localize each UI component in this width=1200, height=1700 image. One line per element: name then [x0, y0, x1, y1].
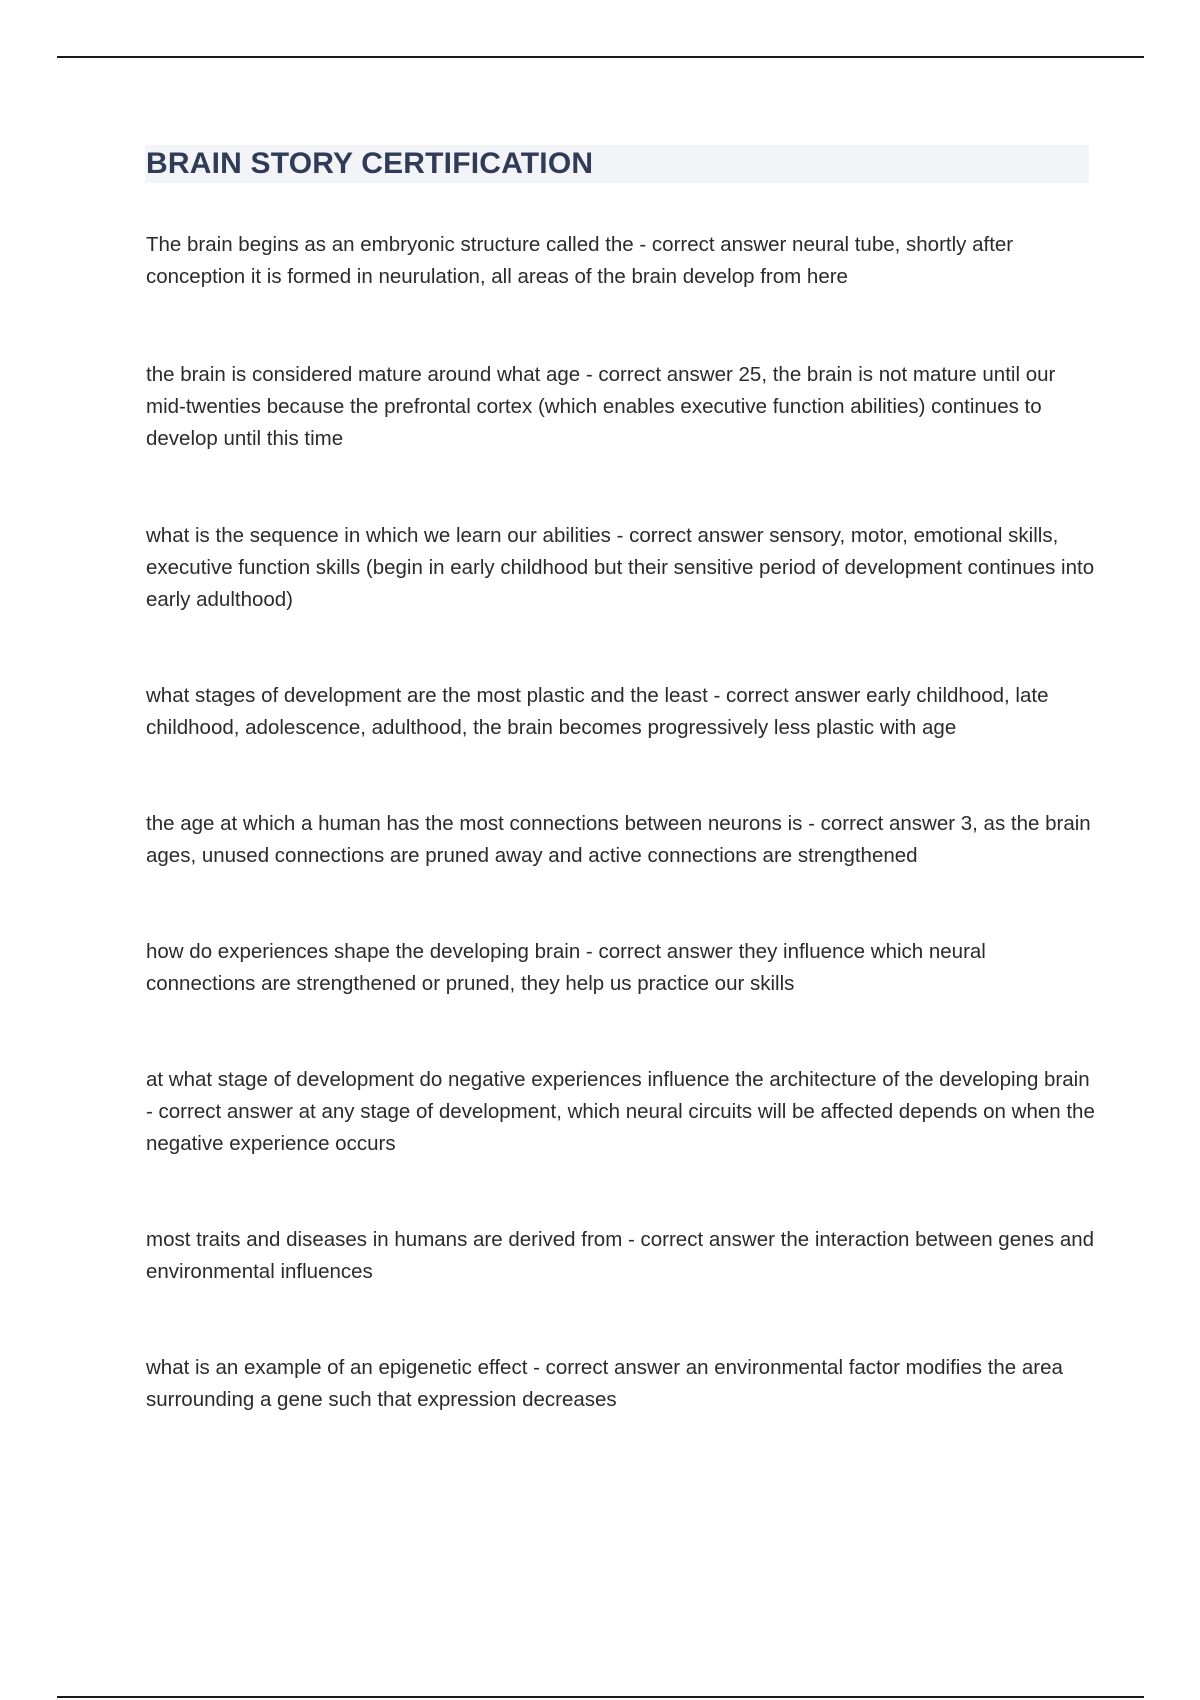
qa-item — [146, 520, 1096, 616]
qa-item — [146, 1352, 1096, 1416]
qa-text: what is an example of an epigenetic effect - correct answer an environmental factor modifies the area surrounding a gene such that expression decreases — [146, 1356, 1063, 1411]
qa-item — [146, 1064, 1096, 1160]
qa-text: what stages of development are the most plastic and the least - correct answer early childhood, late childhood, adolescence, adulthood, the brain becomes progressively less plastic with age — [146, 684, 1049, 739]
qa-item — [146, 359, 1096, 455]
qa-item — [146, 808, 1096, 872]
qa-text: what is the sequence in which we learn our abilities - correct answer sensory, motor, emotional skills, executive function skills (begin in early childhood but their sensitive period of development continues into early adulthood) — [146, 524, 1095, 611]
qa-item — [146, 936, 1096, 1000]
qa-item — [146, 680, 1096, 744]
top-rule — [57, 56, 1144, 58]
document-title: BRAIN STORY CERTIFICATION — [146, 147, 594, 180]
qa-item — [146, 229, 1096, 293]
qa-list — [146, 229, 1096, 1416]
qa-text: most traits and diseases in humans are derived from - correct answer the interaction between genes and environmental influences — [146, 1228, 1095, 1283]
qa-text: the brain is considered mature around what age - correct answer 25, the brain is not mature until our mid-twenties because the prefrontal cortex (which enables executive function abilities) continues to develop until this time — [146, 363, 1056, 450]
qa-item — [146, 1224, 1096, 1288]
qa-text: how do experiences shape the developing brain - correct answer they influence which neural connections are strengthened or pruned, they help us practice our skills — [146, 940, 986, 995]
qa-text: The brain begins as an embryonic structure called the - correct answer neural tube, shortly after conception it is formed in neurulation, all areas of the brain develop from here — [146, 233, 1014, 288]
bottom-rule — [57, 1696, 1144, 1698]
qa-text: at what stage of development do negative experiences influence the architecture of the developing brain - correct answer at any stage of development, which neural circuits will be affected depends on when the negative experience occurs — [146, 1068, 1095, 1155]
qa-text: the age at which a human has the most connections between neurons is - correct answer 3, as the brain ages, unused connections are pruned away and active connections are strengthened — [146, 812, 1091, 867]
